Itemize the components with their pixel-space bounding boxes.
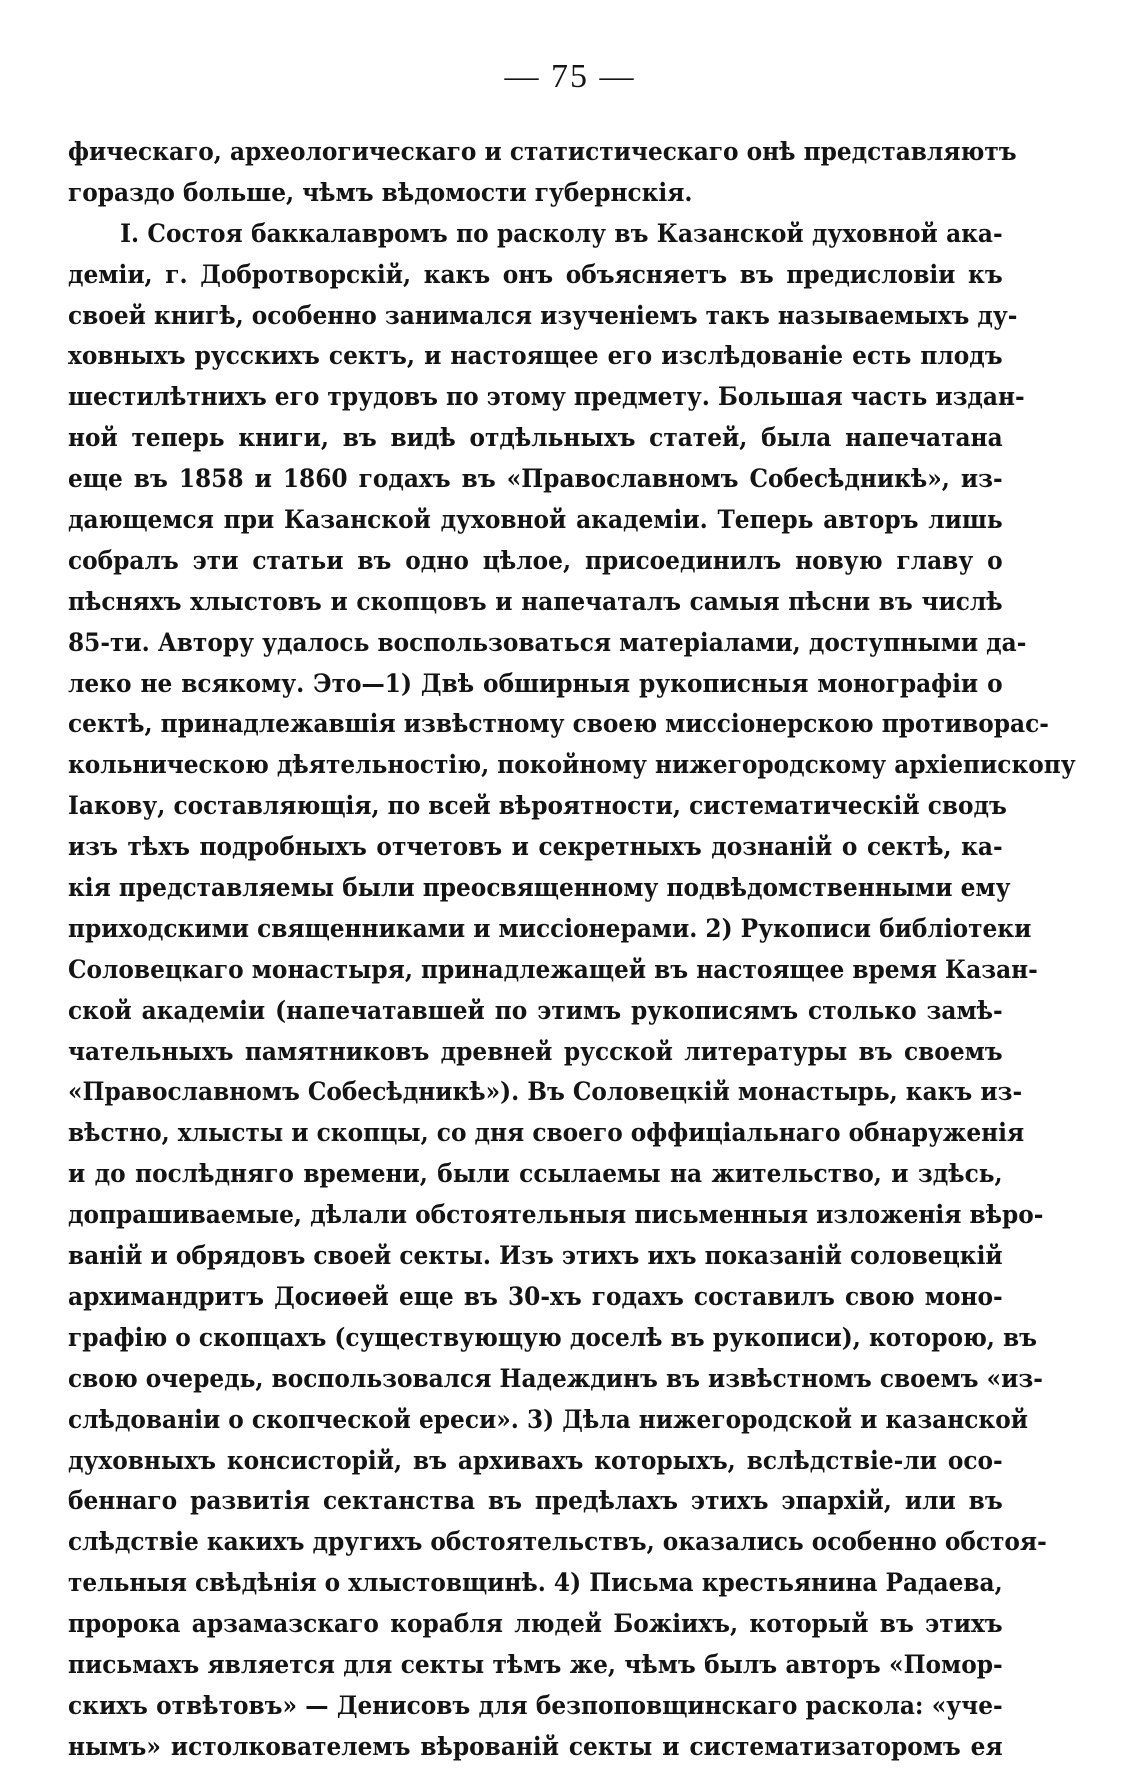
text-line: пѣсняхъ хлыстовъ и скопцовъ и напечаталъ самыя пѣсни въ числѣ: [68, 586, 1003, 616]
text-line: свою очередь, воспользовался Надеждинъ въ извѣстномъ своемъ «из-: [68, 1363, 1043, 1393]
page-number: — 75 —: [504, 58, 636, 95]
text-line: нымъ» истолкователемъ вѣрованій секты и систематизаторомъ ея: [68, 1731, 1003, 1761]
text-line: кольническою дѣятельностію, покойному нижегородскому архіепископу: [68, 750, 1076, 780]
text-line: Соловецкаго монастыря, принадлежащей въ настоящее время Казан-: [68, 954, 1038, 984]
text-line: архимандритъ Досиѳей еще въ 30-хъ годахъ составилъ свою моно-: [68, 1281, 1003, 1311]
text-line: «Православномъ Собесѣдникѣ»). Въ Соловецкій монастырь, какъ из-: [68, 1077, 1023, 1107]
text-line: деміи, г. Добротворскій, какъ онъ объясняетъ въ предисловіи къ: [68, 259, 1003, 289]
text-line: кія представляемы были преосвященному подвѣдомственными ему: [68, 873, 1011, 903]
text-line: дающемся при Казанской духовной академіи. Теперь авторъ лишь: [68, 505, 1003, 535]
text-line: изъ тѣхъ подробныхъ отчетовъ и секретныхъ дознаній о сектѣ, ка-: [68, 832, 1003, 862]
text-line: леко не всякому. Это—1) Двѣ обширныя рукописныя монографіи о: [68, 668, 1003, 698]
text-line: пророка арзамазскаго корабля людей Божіихъ, который въ этихъ: [68, 1609, 1003, 1639]
text-line: приходскими священниками и миссіонерами. 2) Рукописи библіотеки: [68, 913, 1032, 943]
text-line: слѣдованіи о скопческой ереси». 3) Дѣла нижегородской и казанской: [68, 1404, 1028, 1434]
text-line: 85-ти. Автору удалось воспользоваться матеріалами, доступными да-: [68, 627, 1027, 657]
text-line: ской академіи (напечатавшей по этимъ рукописямъ столько замѣ-: [68, 995, 1003, 1025]
body-text: [68, 132, 1076, 1768]
text-line: скихъ отвѣтовъ» — Денисовъ для безпоповщинскаго раскола: «уче-: [68, 1690, 1003, 1720]
text-line: духовныхъ консисторій, въ архивахъ которыхъ, вслѣдствіе-ли осо-: [68, 1445, 1003, 1475]
text-line: еще въ 1858 и 1860 годахъ въ «Православномъ Собесѣдникѣ», из-: [68, 464, 1003, 494]
text-line: гораздо больше, чѣмъ вѣдомости губернскія.: [68, 177, 693, 207]
text-line: своей книгѣ, особенно занимался изученіемъ такъ называемыхъ ду-: [68, 300, 1018, 330]
text-line: ваній и обрядовъ своей секты. Изъ этихъ ихъ показаній соловецкій: [68, 1241, 1003, 1271]
text-line: беннаго развитія сектанства въ предѣлахъ этихъ эпархій, или въ: [68, 1486, 1003, 1516]
text-line: шестилѣтнихъ его трудовъ по этому предмету. Большая часть издан-: [68, 382, 1025, 412]
text-line: ной теперь книги, въ видѣ отдѣльныхъ статей, была напечатана: [68, 423, 1003, 453]
text-line: письмахъ является для секты тѣмъ же, чѣмъ былъ авторъ «Помор-: [68, 1649, 1003, 1679]
text-line: I. Состоя баккалавромъ по расколу въ Казанской духовной ака-: [120, 218, 1003, 248]
text-line: сектѣ, принадлежавшія извѣстному своею миссіонерскою противорас-: [68, 709, 1049, 739]
text-line: Іакову, составляющія, по всей вѣроятности, систематическій сводъ: [68, 791, 1007, 821]
text-line: чательныхъ памятниковъ древней русской литературы въ своемъ: [68, 1036, 1003, 1066]
text-line: фическаго, археологическаго и статистическаго онѣ представляютъ: [68, 137, 1017, 166]
text-line: ховныхъ русскихъ сектъ, и настоящее его изслѣдованіе есть плодъ: [68, 341, 1003, 371]
text-line: тельныя свѣдѣнія о хлыстовщинѣ. 4) Письма крестьянина Радаева,: [68, 1568, 1003, 1598]
text-line: допрашиваемые, дѣлали обстоятельныя письменныя изложенія вѣро-: [68, 1200, 1044, 1230]
text-line: слѣдствіе какихъ другихъ обстоятельствъ, оказались особенно обстоя-: [68, 1527, 1047, 1557]
text-line: графію о скопцахъ (существующую доселѣ въ рукописи), которою, въ: [68, 1322, 1037, 1352]
text-line: и до послѣдняго времени, были ссылаемы на жительство, и здѣсь,: [68, 1159, 1003, 1189]
text-line: собралъ эти статьи въ одно цѣлое, присоединилъ новую главу о: [68, 545, 1003, 575]
text-line: вѣстно, хлысты и скопцы, со дня своего оффиціальнаго обнаруженія: [68, 1118, 1025, 1148]
